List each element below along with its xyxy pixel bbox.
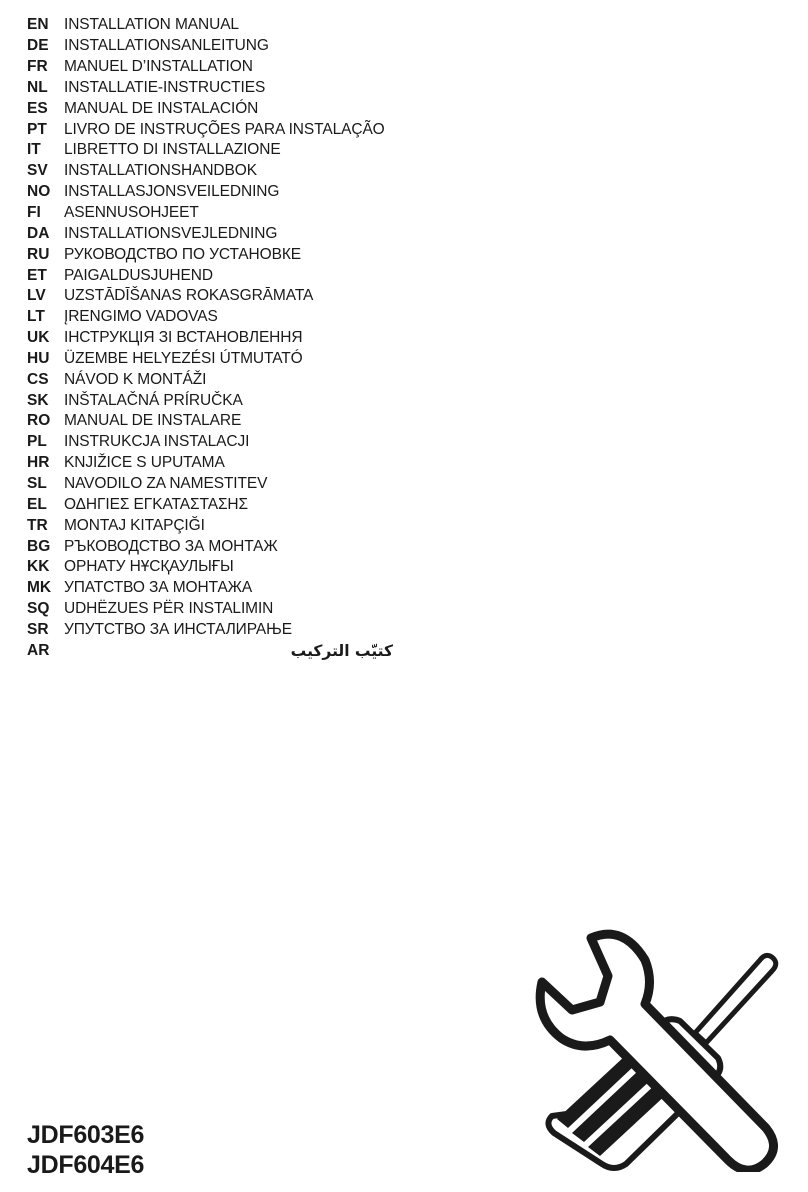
language-code: UK — [27, 329, 50, 347]
model-number: JDF603E6 — [27, 1121, 145, 1149]
manual-title: ІНСТРУКЦІЯ ЗІ ВСТАНОВЛЕННЯ — [64, 329, 303, 347]
language-row-el — [27, 494, 407, 515]
language-row-no — [27, 182, 407, 203]
manual-title: УПУТСТВО ЗА ИНСТАЛИРАЊЕ — [64, 620, 292, 638]
manual-title: INSTRUKCJA INSTALACJI — [64, 433, 250, 451]
language-code: DE — [27, 37, 49, 55]
language-code: IT — [27, 141, 41, 159]
language-code: EL — [27, 495, 47, 513]
language-code: NO — [27, 183, 51, 201]
language-code: AR — [27, 641, 50, 659]
language-row-kk — [27, 557, 407, 578]
manual-title: KNJIŽICE S UPUTAMA — [64, 454, 225, 472]
manual-title: INSTALLASJONSVEILEDNING — [64, 183, 280, 201]
language-row-ro — [27, 411, 407, 432]
language-row-mk — [27, 578, 407, 599]
language-row-sl — [27, 474, 407, 495]
language-code: BG — [27, 537, 51, 555]
manual-title: ΟΔΗΓΙΕΣ ΕΓΚΑΤΑΣΤΑΣΗΣ — [64, 495, 249, 513]
language-row-es — [27, 98, 407, 119]
language-row-hu — [27, 349, 407, 370]
language-code: KK — [27, 558, 50, 576]
language-code: CS — [27, 370, 49, 388]
language-code: SV — [27, 162, 48, 180]
language-code: LT — [27, 308, 45, 326]
language-row-et — [27, 265, 407, 286]
language-code: PL — [27, 433, 47, 451]
language-code: EN — [27, 16, 49, 34]
manual-title: INSTALLATIONSHANDBOK — [64, 162, 257, 180]
manual-title: LIVRO DE INSTRUÇÕES PARA INSTALAÇÃO — [64, 120, 385, 138]
manual-title: ОРНАТУ НҰСҚАУЛЫҒЫ — [64, 558, 234, 576]
model-numbers — [27, 1120, 144, 1180]
language-row-cs — [27, 369, 407, 390]
language-row-lt — [27, 307, 407, 328]
manual-title: INSTALLATIONSVEJLEDNING — [64, 224, 278, 242]
language-row-sr — [27, 619, 407, 640]
manual-title: LIBRETTO DI INSTALLAZIONE — [64, 141, 281, 159]
language-code: PT — [27, 120, 47, 138]
language-code: SL — [27, 474, 47, 492]
language-code: HR — [27, 454, 50, 472]
language-row-en — [27, 15, 407, 36]
language-row-fi — [27, 203, 407, 224]
language-code: LV — [27, 287, 46, 305]
language-row-lv — [27, 286, 407, 307]
model-number: JDF604E6 — [27, 1151, 145, 1179]
language-row-fr — [27, 57, 407, 78]
language-code: SR — [27, 620, 49, 638]
language-code: ES — [27, 99, 48, 117]
language-row-pl — [27, 432, 407, 453]
manual-title: INŠTALAČNÁ PRÍRUČKA — [64, 391, 243, 409]
language-code: FI — [27, 204, 41, 222]
language-row-ru — [27, 244, 407, 265]
language-title-list — [27, 15, 407, 661]
manual-title: PAIGALDUSJUHEND — [64, 266, 213, 284]
language-row-nl — [27, 78, 407, 99]
manual-title: ĮRENGIMO VADOVAS — [64, 308, 218, 326]
language-row-bg — [27, 536, 407, 557]
language-row-it — [27, 140, 407, 161]
manual-title: УПАТСТВО ЗА МОНТАЖА — [64, 579, 253, 597]
language-code: ET — [27, 266, 47, 284]
language-row-sq — [27, 599, 407, 620]
language-row-da — [27, 223, 407, 244]
manual-title: UDHËZUES PËR INSTALIMIN — [64, 600, 274, 618]
manual-title: ASENNUSOHJEET — [64, 204, 199, 222]
language-code: SQ — [27, 600, 50, 618]
manual-title: INSTALLATION MANUAL — [64, 16, 239, 34]
language-row-sv — [27, 161, 407, 182]
language-code: SK — [27, 391, 49, 409]
language-code: RU — [27, 245, 50, 263]
manual-title: РУКОВОДСТВО ПО УСТАНОВКЕ — [64, 245, 302, 263]
language-row-sk — [27, 390, 407, 411]
manual-title: MANUAL DE INSTALARE — [64, 412, 242, 430]
language-row-pt — [27, 119, 407, 140]
language-row-hr — [27, 453, 407, 474]
manual-title: ÜZEMBE HELYEZÉSI ÚTMUTATÓ — [64, 349, 303, 367]
language-code: FR — [27, 58, 48, 76]
language-code: TR — [27, 516, 48, 534]
wrench-screwdriver-icon — [528, 920, 790, 1172]
language-row-ar — [27, 640, 407, 661]
manual-title: NÁVOD K MONTÁŽI — [64, 370, 207, 388]
manual-title: INSTALLATIE-INSTRUCTIES — [64, 78, 266, 96]
language-code: DA — [27, 224, 50, 242]
manual-title: كتيّب التركيب — [290, 641, 393, 660]
language-row-de — [27, 36, 407, 57]
manual-title: MANUAL DE INSTALACIÓN — [64, 99, 259, 117]
language-code: NL — [27, 78, 48, 96]
manual-title: MONTAJ KITAPÇIĞI — [64, 516, 205, 534]
language-row-tr — [27, 515, 407, 536]
manual-title: NAVODILO ZA NAMESTITEV — [64, 474, 268, 492]
language-code: RO — [27, 412, 51, 430]
language-row-uk — [27, 328, 407, 349]
manual-title: MANUEL D’INSTALLATION — [64, 58, 253, 76]
manual-title: РЪКОВОДСТВО ЗА МОНТАЖ — [64, 537, 278, 555]
language-code: HU — [27, 349, 50, 367]
manual-title: INSTALLATIONSANLEITUNG — [64, 37, 269, 55]
language-code: MK — [27, 579, 52, 597]
manual-title: UZSTĀDĪŠANAS ROKASGRĀMATA — [64, 287, 314, 305]
